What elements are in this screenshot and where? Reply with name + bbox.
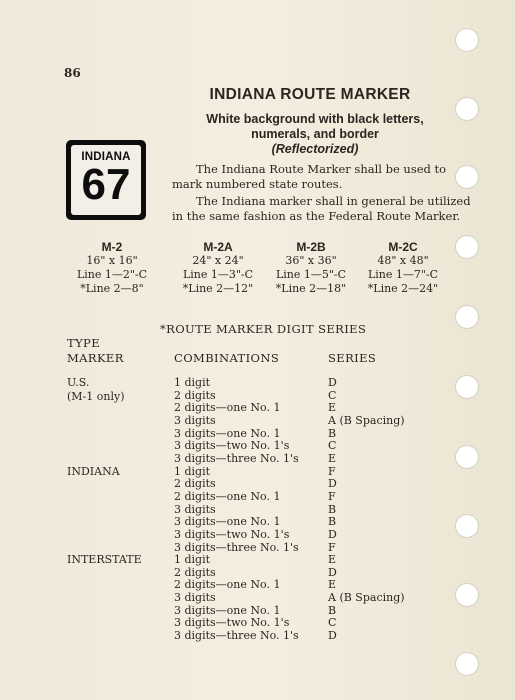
combination: 2 digits—one No. 1 [174, 401, 281, 415]
size-line2: *Line 2—8" [80, 282, 144, 295]
combination: 2 digits [174, 477, 216, 491]
series: C [328, 439, 337, 453]
combination: 3 digits—three No. 1's [174, 451, 299, 465]
combination: 2 digits—one No. 1 [174, 578, 281, 592]
series: A (B Spacing) [328, 591, 405, 604]
combination: 1 digit [174, 376, 211, 389]
series: E [328, 553, 337, 567]
series: B [328, 515, 337, 529]
series: D [328, 376, 337, 389]
header-type [67, 336, 124, 366]
size-code: M-2 [101, 240, 123, 254]
size-line2: *Line 2—12" [182, 282, 254, 295]
page-title: INDIANA ROUTE MARKER [209, 86, 411, 103]
binder-hole [455, 652, 479, 676]
series: A (B Spacing) [328, 413, 405, 427]
series: D [328, 527, 337, 541]
combination: 3 digits—one No. 1 [174, 426, 281, 440]
combination: 2 digits [174, 388, 216, 402]
combination: 3 digits [174, 413, 216, 427]
subtitle-line: White background with black letters, [206, 112, 424, 126]
marker-type: INDIANA [67, 464, 120, 478]
size-code: M-2B [296, 240, 326, 254]
series: C [328, 388, 337, 402]
marker-type-note: (M-1 only) [67, 390, 125, 403]
size-spec [261, 240, 361, 296]
page-number: 86 [64, 66, 81, 80]
size-code: M-2A [203, 240, 233, 254]
combination: 3 digits [174, 591, 216, 604]
combination: 3 digits [174, 502, 216, 516]
series: E [328, 401, 337, 415]
subtitle-line: numerals, and border [251, 127, 379, 141]
series: C [328, 616, 337, 630]
series: D [328, 477, 337, 491]
size-line1: Line 1—3"-C [182, 268, 254, 281]
size-line2: *Line 2—24" [367, 282, 439, 295]
subtitle [180, 112, 450, 157]
size-code: M-2C [388, 240, 418, 254]
series: F [328, 489, 336, 503]
combination: 1 digit [174, 464, 211, 478]
series: B [328, 426, 337, 440]
paragraph: The Indiana marker shall in general be utilized in the same fashion as the Federal Route Marker. [172, 194, 471, 223]
subtitle-note: (Reflectorized) [271, 142, 359, 156]
size-spec [168, 240, 268, 296]
combination: 3 digits—three No. 1's [174, 629, 299, 642]
series: E [328, 578, 337, 592]
marker-type: INTERSTATE [67, 553, 142, 567]
header-series: SERIES [328, 351, 377, 365]
combination: 3 digits—two No. 1's [174, 527, 290, 541]
series: D [328, 629, 337, 642]
combination: 2 digits—one No. 1 [174, 489, 281, 503]
combination: 3 digits—three No. 1's [174, 540, 299, 554]
sign-state: INDIANA [81, 151, 131, 163]
series: B [328, 603, 337, 617]
size-spec [353, 240, 453, 296]
binder-hole [455, 97, 479, 121]
combination: 3 digits—one No. 1 [174, 515, 281, 529]
size-line1: Line 1—7"-C [367, 268, 439, 281]
combination: 3 digits—two No. 1's [174, 616, 290, 630]
size-dims: 24" x 24" [192, 254, 244, 267]
combination: 3 digits—one No. 1 [174, 603, 281, 617]
binder-hole [455, 235, 479, 259]
series: B [328, 502, 337, 516]
table-row [0, 628, 515, 643]
sign-number: 67 [81, 160, 131, 209]
series: E [328, 451, 337, 465]
size-line1: Line 1—2"-C [76, 268, 148, 281]
combination: 3 digits—two No. 1's [174, 439, 290, 453]
size-line2: *Line 2—18" [275, 282, 347, 295]
digit-series-title: *ROUTE MARKER DIGIT SERIES [160, 322, 367, 336]
header-type-line1: TYPE [67, 336, 100, 350]
series: F [328, 540, 336, 554]
route-marker-sign [66, 140, 146, 220]
sign-face [71, 145, 141, 215]
marker-type: U.S. [67, 376, 90, 389]
size-dims: 36" x 36" [285, 254, 337, 267]
header-type-line2: MARKER [67, 351, 124, 365]
combination: 1 digit [174, 553, 211, 567]
series: F [328, 464, 336, 478]
combination: 2 digits [174, 565, 216, 579]
size-dims: 48" x 48" [377, 254, 429, 267]
series: D [328, 565, 337, 579]
size-dims: 16" x 16" [86, 254, 138, 267]
size-spec [62, 240, 162, 296]
binder-hole [455, 28, 479, 52]
paragraph: The Indiana Route Marker shall be used to mark numbered state routes. [172, 162, 447, 191]
size-line1: Line 1—5"-C [275, 268, 347, 281]
header-combinations: COMBINATIONS [174, 351, 280, 365]
binder-hole [455, 305, 479, 329]
